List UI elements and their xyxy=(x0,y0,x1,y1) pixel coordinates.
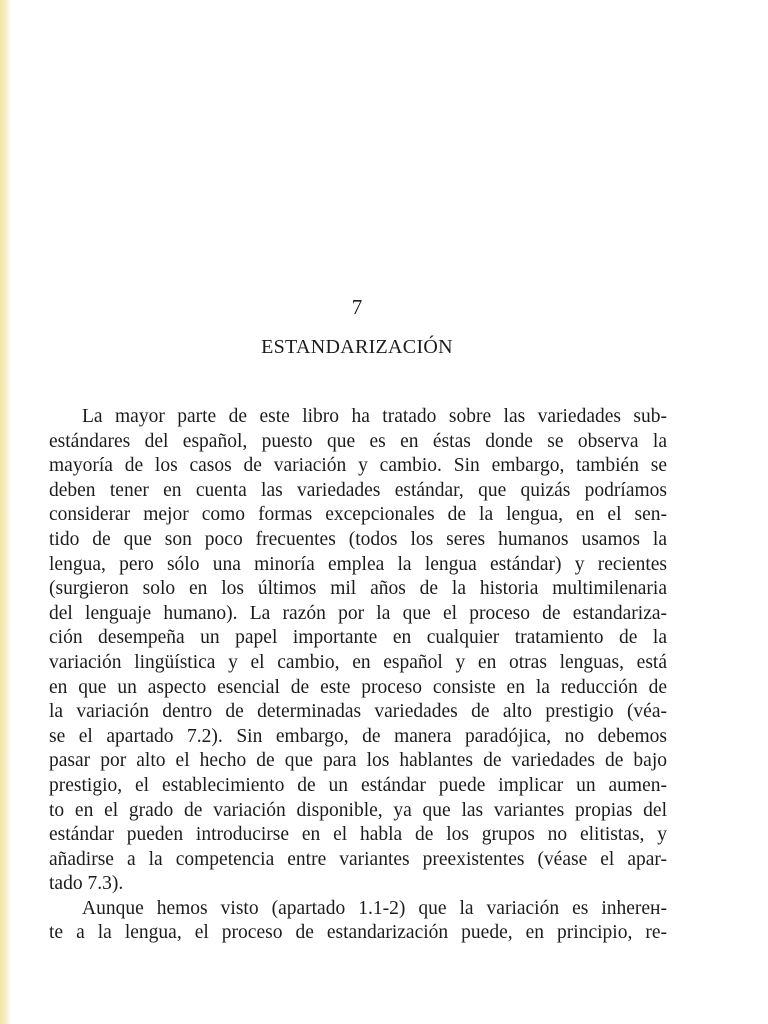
text-line: ción desempeña un papel importante en cualquier tratamiento de la xyxy=(49,627,667,649)
text-line: se el apartado 7.2). Sin embargo, de manera paradójica, no debemos xyxy=(49,725,667,747)
chapter-number: 7 xyxy=(351,295,363,319)
text-line: la variación dentro de determinadas variedades de alto prestigio (véa- xyxy=(49,701,667,723)
text-line: variación lingüística y el cambio, en español y en otras lenguas, está xyxy=(49,651,667,673)
page-binding-edge xyxy=(0,0,11,1024)
text-line: (surgieron solo en los últimos mil años de la historia multimilenaria xyxy=(49,578,667,600)
text-line: Aunque hemos visto (apartado 1.1-2) que la variación es inherен- xyxy=(82,897,667,919)
text-line: pasar por alto el hecho de que para los hablantes de variedades de bajo xyxy=(49,750,667,772)
body-text xyxy=(49,405,667,946)
text-line: lengua, pero sólo una minoría emplea la lengua estándar) y recientes xyxy=(49,553,667,575)
text-line: mayoría de los casos de variación y cambio. Sin embargo, también se xyxy=(49,455,667,477)
text-line: La mayor parte de este libro ha tratado sobre las variedades sub- xyxy=(82,406,667,427)
text-line: considerar mejor como formas excepcionales de la lengua, en el sen- xyxy=(49,504,667,526)
text-line: en que un aspecto esencial de este proceso consiste en la reducción de xyxy=(49,676,667,698)
text-line: prestigio, el establecimiento de un estándar puede implicar un aumen- xyxy=(49,774,667,796)
text-line: to en el grado de variación disponible, ya que las variantes propias del xyxy=(49,799,667,821)
text-line: tado 7.3). xyxy=(49,873,124,895)
text-line: añadirse a la competencia entre variantes preexistentes (véase el apar- xyxy=(49,848,667,870)
text-line: estándares del español, puesto que es en éstas donde se observa la xyxy=(49,430,667,452)
text-line: tido de que son poco frecuentes (todos los seres humanos usamos la xyxy=(49,528,667,550)
chapter-title: ESTANDARIZACIÓN xyxy=(261,336,453,358)
text-line: te a la lengua, el proceso de estandarización puede, en principio, re- xyxy=(49,922,667,944)
text-line: del lenguaje humano). La razón por la que el proceso de estandariza- xyxy=(49,602,667,624)
text-line: deben tener en cuenta las variedades estándar, que quizás podríamos xyxy=(49,479,667,501)
text-line: estándar pueden introducirse en el habla de los grupos no elitistas, y xyxy=(49,824,667,846)
